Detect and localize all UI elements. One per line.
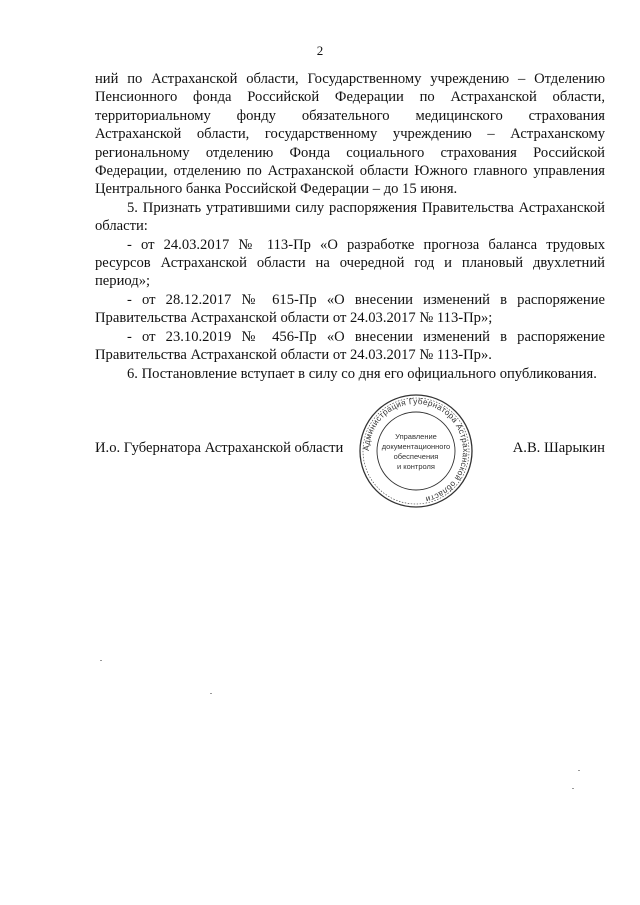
signer-title: И.о. Губернатора Астраханской области: [95, 440, 344, 456]
seal-line-3: обеспечения: [393, 452, 439, 461]
seal-ring-textpath: Администрация Губернатора Астраханской области: [361, 396, 471, 505]
seal-line-4: и контроля: [396, 462, 436, 471]
scan-speck: [210, 693, 212, 694]
paragraph-item-6: 6. Постановление вступает в силу со дня его официального опубликования.: [127, 365, 597, 382]
scan-speck: [572, 788, 574, 789]
seal-line-1: Управление: [395, 432, 437, 441]
seal-line-2: документационного: [381, 442, 451, 451]
seal-stamp-icon: [358, 393, 474, 509]
scan-speck: [100, 660, 102, 661]
paragraph-item-5: 5. Признать утратившими силу распоряжения Правительства Астраханской области:: [95, 199, 605, 235]
paragraph-continuation: ний по Астраханской области, Государственному учреждению – Отделению Пенсионного фонда Российской Федерации по Астраханской области, территориальному фонду обязательного медицинского страхования Астраханской области, государственному учреждению – Астраханскому региональному отделению Фонда социального страхования Российской Федерации, отделению по Астраханской области Южного главного управления Центрального банка Российской Федерации – до 15 июня.: [95, 71, 605, 198]
document-body: [95, 70, 605, 383]
list-item-repealed-3: - от 23.10.2019 № 456-Пр «О внесении изменений в распоряжение Правительства Астраханской области от 24.03.2017 № 113-Пр».: [95, 328, 605, 364]
signer-name: А.В. Шарыкин: [512, 440, 605, 456]
list-item-repealed-1: - от 24.03.2017 № 113-Пр «О разработке прогноза баланса трудовых ресурсов Астраханской области на очередной год и плановый двухлетний период»;: [95, 236, 605, 290]
list-item-repealed-2: - от 28.12.2017 № 615-Пр «О внесении изменений в распоряжение Правительства Астраханской области от 24.03.2017 № 113-Пр»;: [95, 291, 605, 327]
page-number: 2: [316, 43, 324, 58]
scan-speck: [578, 770, 580, 771]
